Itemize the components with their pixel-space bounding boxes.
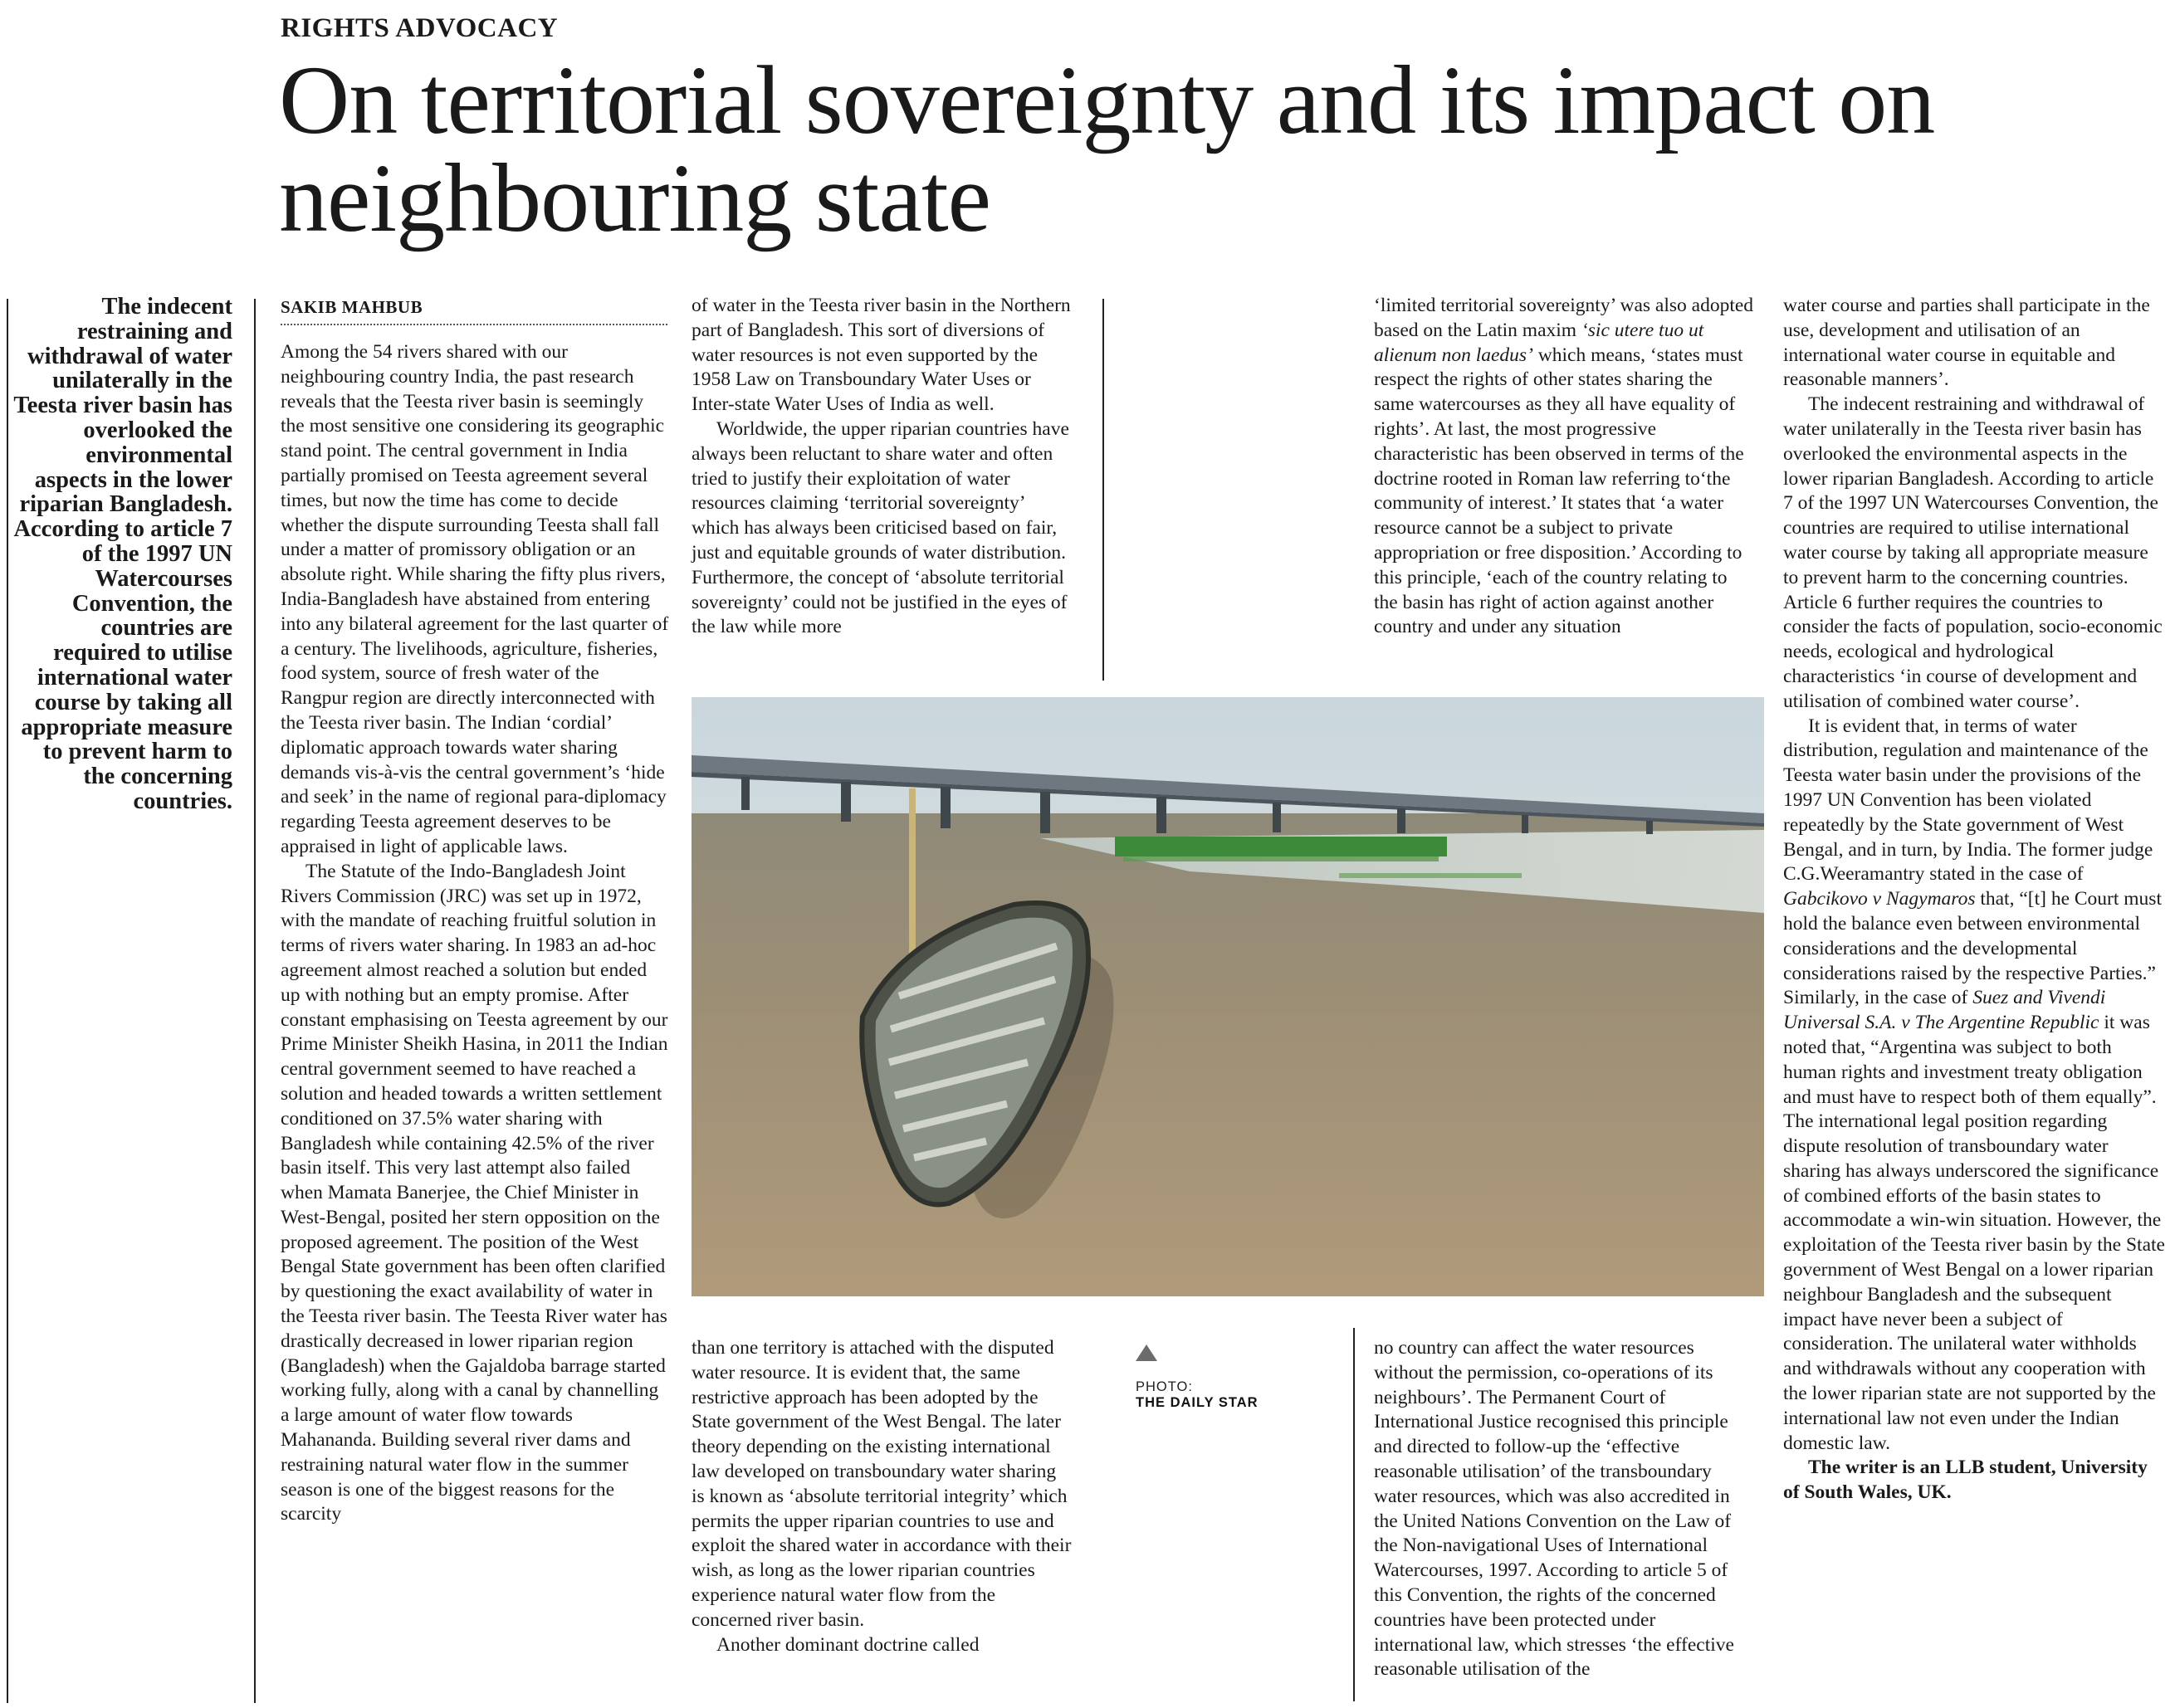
article-column-1 — [281, 340, 669, 1527]
paragraph: of water in the Teesta river basin in the Northern part of Bangladesh. This sort of diversions of water resources is not even supported by the 1958 Law on Transboundary Water Uses or Inter-state Water Uses of India as well. — [692, 295, 1071, 416]
river-boat-photo — [692, 697, 1764, 1296]
triangle-icon — [1136, 1344, 1157, 1361]
photo-illustration — [692, 697, 1764, 1296]
column-rule — [1353, 1328, 1355, 1701]
article-column-2-top — [692, 294, 1073, 640]
column-rule — [254, 299, 256, 1703]
text-span: which means, ‘states must respect the rights of other states sharing the same watercourses as they all have equality of rights’. At last, the most progressive characteristic has been observed in terms of the doctrine rooted in Roman law referring to‘the community of interest.’ It states that ‘a water resource cannot be a subject to private appropriation or free disposition.’ According to this principle, ‘each of the country relating to the basin has right of action against another country and under any situation — [1374, 344, 1744, 638]
column-rule — [7, 299, 8, 1703]
paragraph — [1374, 294, 1756, 640]
latin-maxim: ‘sic utere tuo ut alienum non laedus’ — [1374, 319, 1704, 366]
author-note: The writer is an LLB student, University of South Wales, UK. — [1783, 1457, 2148, 1504]
pull-quote: The indecent restraining and withdrawal of water unilaterally in the Teesta river basin has overlooked the environmental aspects in the lower riparian Bangladesh. According to article 7 of the 1997 UN Watercourses Convention, the countries are required to utilise international water course by taking all appropriate measure to prevent harm to the concerning countries. — [13, 294, 232, 814]
article-column-2-bottom — [692, 1336, 1073, 1657]
section-kicker: RIGHTS ADVOCACY — [281, 13, 559, 43]
photo-credit — [1136, 1344, 1259, 1411]
paragraph: Among the 54 rivers shared with our neighbouring country India, the past research reveals that the Teesta river basin is seemingly the most sensitive one considering its geographic stand point. The central government in India partially promised on Teesta agreement several times, but now the time has come to decide whether the dispute surrounding Teesta shall fall under a matter of promissory obligation or an absolute right. While sharing the fifty plus rivers, India-Bangladesh have abstained from entering into any bilateral agreement for the last quarter of a century. The livelihoods, agriculture, fisheries, food system, source of fresh water of the Rangpur region are directly interconnected with the Teesta river basin. The Indian ‘cordial’ diplomatic approach towards water sharing demands vis-à-vis the central government’s ‘hide and seek’ in the name of regional para-diplomacy regarding Teesta agreement deserves to be appraised in light of applicable laws. — [281, 341, 669, 857]
paragraph — [1783, 715, 2167, 1457]
text-span: that, “[t] he Court must hold the balance even between environmental considerations and the developmental considerations raised by the respective Parties.” Similarly, in the case of — [1783, 888, 2162, 1009]
case-name: Suez and Vivendi Universal S.A. v The Argentine Republic — [1783, 987, 2106, 1034]
text-span: ‘limited territorial sovereignty’ was also adopted based on the Latin maxim — [1374, 295, 1754, 341]
case-name: Gabcikovo v Nagymaros — [1783, 888, 1976, 910]
paragraph: Worldwide, the upper riparian countries have always been reluctant to share water and often tried to justify their exploitation of water resources claiming ‘territorial sovereignty’ which has always been criticised based on fair, just and equitable grounds of water distribution. Furthermore, the concept of ‘absolute territorial sovereignty’ could not be justified in the eyes of the law while more — [692, 417, 1069, 638]
paragraph: no country can affect the water resources without the permission, co-operations of its neighbours’. The Permanent Court of International Justice recognised this principle and directed to follow-up the ‘effective reasonable utilisation’ of the transboundary water resources, which was also accredited in the United Nations Convention on the Law of the Non-navigational Uses of International Watercourses, 1997. According to article 5 of this Convention, the rights of the concerned countries have been protected under international law, which stresses ‘the effective reasonable utilisation of the — [1374, 1337, 1734, 1681]
column-rule — [1102, 299, 1104, 681]
article-column-4 — [1783, 294, 2167, 1505]
paragraph: water course and parties shall participate in the use, development and utilisation of an international water course in equitable and reasonable manners’. — [1783, 295, 2150, 391]
paragraph: than one territory is attached with the disputed water resource. It is evident that, the same restrictive approach has been adopted by the State government of the West Bengal. The later theory depending on the existing international law developed on transboundary water sharing is known as ‘absolute territorial integrity’ which permits the upper riparian countries to use and exploit the shared water in accordance with their wish, as long as the lower riparian countries experience natural water flow from the concerned river basin. — [692, 1337, 1072, 1631]
text-span: it was noted that, “Argentina was subject to both human rights and investment treaty obligation and must have to respect both of them equally”. The international legal position regarding dispute resolution of transboundary water sharing has always underscored the significance of combined efforts of the basin states to accommodate a win-win situation. However, the exploitation of the Teesta river basin by the State government of West Bengal on a lower riparian neighbour Bangladesh and the subsequent impact have never been a subject of consideration. The unilateral water withholds and withdrawals without any cooperation with the lower riparian state are not supported by the international law not even under the Indian domestic law. — [1783, 1012, 2165, 1454]
text-span: It is evident that, in terms of water distribution, regulation and maintenance of the Teesta water basin under the provisions of the 1997 UN Convention has been violated repeatedly by the State government of West Bengal, and in turn, by India. The former judge C.G.Weeramantry stated in the case of — [1783, 715, 2153, 886]
byline: SAKIB MAHBUB — [281, 297, 423, 317]
article-column-3-bottom — [1374, 1336, 1756, 1682]
paragraph: The indecent restraining and withdrawal of water unilaterally in the Teesta river basin has overlooked the environmental aspects in the lower riparian Bangladesh. According to article 7 of the 1997 UN Watercourses Convention, the countries are required to utilise international water course by taking all appropriate measure to prevent harm to the concerning countries. Article 6 further requires the countries to consider the facts of population, socio-economic needs, ecological and hydrological characteristics ‘in course of development and utilisation of combined water course’. — [1783, 393, 2163, 712]
article-column-3-top — [1374, 294, 1756, 640]
paragraph: Another dominant doctrine called — [716, 1633, 980, 1656]
photo-credit-source: THE DAILY STAR — [1136, 1395, 1259, 1410]
byline-divider — [281, 324, 667, 325]
headline: On territorial sovereignty and its impact on neighbouring state — [279, 46, 1935, 252]
photo-credit-label: PHOTO: — [1136, 1379, 1193, 1394]
paragraph: The Statute of the Indo-Bangladesh Joint Rivers Commission (JRC) was set up in 1972, with the mandate of reaching fruitful solution in terms of rivers water sharing. In 1983 an ad-hoc agreement almost reached a solution but ended up with nothing but an empty promise. After constant emphasising on Teesta agreement by our Prime Minister Sheikh Hasina, in 2011 the Indian central government seemed to have reached a solution and headed towards a written settlement conditioned on 37.5% water sharing with Bangladesh while containing 42.5% of the river basin itself. This very last attempt also failed when Mamata Banerjee, the Chief Minister in West-Bengal, posited her stern opposition on the proposed agreement. The position of the West Bengal State government has been often clarified by questioning the exact availability of water in the Teesta river basin. The Teesta River water has drastically decreased in lower riparian region (Bangladesh) when the Gajaldoba barrage started working fully, along with a canal by channelling a large amount of water flow towards Mahananda. Building several river dams and restraining natural water flow in the summer season is one of the biggest reasons for the scarcity — [281, 860, 668, 1525]
